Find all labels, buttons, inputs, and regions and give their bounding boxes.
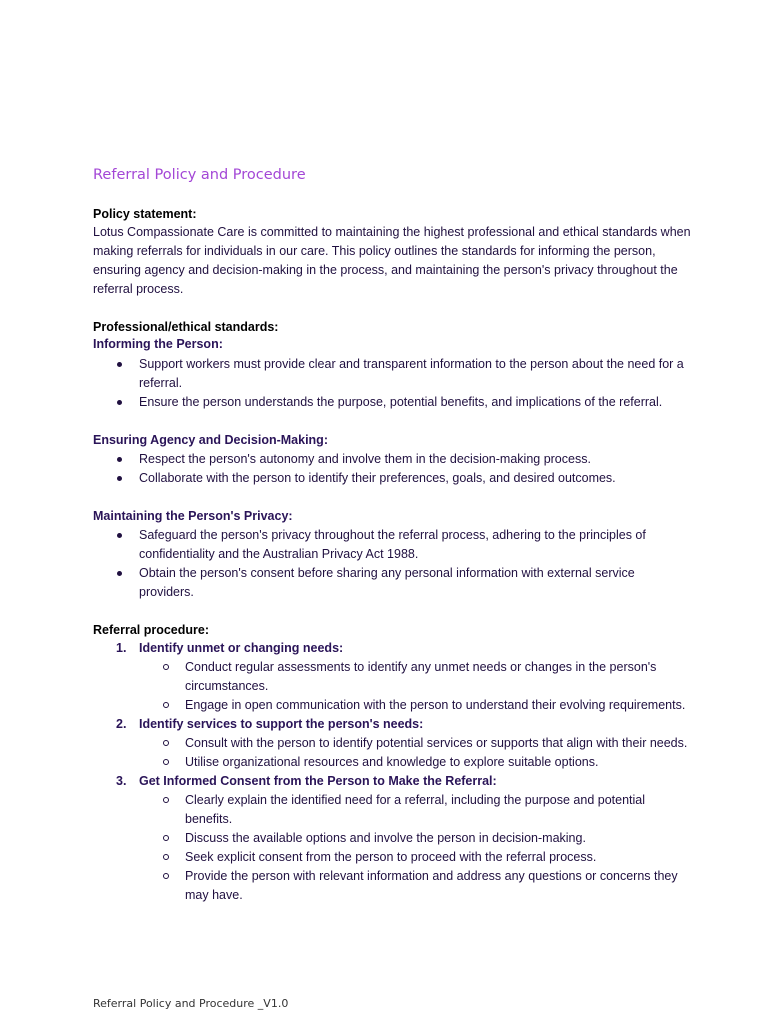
list-item: [139, 658, 693, 696]
circle-bullet-icon: [163, 702, 169, 708]
list-item: [93, 355, 693, 393]
bullet-icon: [117, 476, 122, 481]
list-item-text: Obtain the person's consent before sharing any personal information with external service providers.: [139, 566, 635, 599]
list-item: [93, 393, 693, 412]
list-item-text: Clearly explain the identified need for a referral, including the purpose and potential benefits.: [185, 793, 646, 826]
spacer: [93, 412, 693, 431]
procedure-step: [93, 772, 693, 905]
agency-list: [93, 450, 693, 488]
list-item-text: Ensure the person understands the purpose, potential benefits, and implications of the referral.: [139, 395, 663, 409]
circle-bullet-icon: [163, 854, 169, 860]
circle-bullet-icon: [163, 797, 169, 803]
list-item-text: Respect the person's autonomy and involve them in the decision-making process.: [139, 452, 591, 466]
list-item: [139, 848, 693, 867]
step-title: Identify unmet or changing needs:: [139, 641, 344, 655]
step-number: 3.: [116, 774, 127, 788]
list-item-text: Conduct regular assessments to identify any unmet needs or changes in the person's circumstances.: [185, 660, 657, 693]
list-item: [93, 526, 693, 564]
list-item-text: Support workers must provide clear and transparent information to the person about the need for a referral.: [139, 357, 684, 390]
informing-list: [93, 355, 693, 412]
page-footer: Referral Policy and Procedure _V1.0: [93, 997, 289, 1010]
list-item: [93, 469, 693, 488]
standards-label: Professional/ethical standards:: [93, 320, 279, 334]
agency-heading: Ensuring Agency and Decision-Making:: [93, 433, 328, 447]
procedure-step: [93, 639, 693, 715]
list-item: [139, 829, 693, 848]
list-item: [93, 564, 693, 602]
bullet-icon: [117, 571, 122, 576]
procedure-steps: [93, 639, 693, 905]
step-number: 1.: [116, 641, 127, 655]
list-item-text: Consult with the person to identify potential services or supports that align with their needs.: [185, 736, 688, 750]
privacy-list: [93, 526, 693, 602]
step-sublist: [139, 791, 693, 905]
step-sublist: [139, 734, 693, 772]
circle-bullet-icon: [163, 664, 169, 670]
procedure-label: Referral procedure:: [93, 623, 210, 637]
circle-bullet-icon: [163, 835, 169, 841]
circle-bullet-icon: [163, 740, 169, 746]
circle-bullet-icon: [163, 759, 169, 765]
document-body: [93, 205, 693, 905]
bullet-icon: [117, 400, 122, 405]
bullet-icon: [117, 362, 122, 367]
circle-bullet-icon: [163, 873, 169, 879]
list-item-text: Provide the person with relevant information and address any questions or concerns they may have.: [185, 869, 678, 902]
informing-heading: Informing the Person:: [93, 337, 223, 351]
list-item-text: Safeguard the person's privacy throughout the referral process, adhering to the principles of confidentiality and the Australian Privacy Act 1988.: [139, 528, 646, 561]
list-item-text: Engage in open communication with the person to understand their evolving requirements.: [185, 698, 686, 712]
step-title: Identify services to support the person's needs:: [139, 717, 424, 731]
list-item-text: Discuss the available options and involve the person in decision-making.: [185, 831, 586, 845]
list-item-text: Seek explicit consent from the person to proceed with the referral process.: [185, 850, 597, 864]
privacy-heading: Maintaining the Person's Privacy:: [93, 509, 293, 523]
list-item: [139, 696, 693, 715]
policy-statement-text: Lotus Compassionate Care is committed to maintaining the highest professional and ethical standards when making referrals for individuals in our care. This policy outlines the standards for informing the person, ensuring agency and decision-making in the process, and maintaining the person's privacy throughout the referral process.: [93, 225, 691, 296]
list-item: [139, 867, 693, 905]
bullet-icon: [117, 533, 122, 538]
list-item: [139, 753, 693, 772]
list-item: [93, 450, 693, 469]
list-item-text: Utilise organizational resources and knowledge to explore suitable options.: [185, 755, 599, 769]
policy-statement-label: Policy statement:: [93, 207, 197, 221]
list-item-text: Collaborate with the person to identify their preferences, goals, and desired outcomes.: [139, 471, 616, 485]
list-item: [139, 734, 693, 753]
bullet-icon: [117, 457, 122, 462]
spacer: [93, 488, 693, 507]
step-title: Get Informed Consent from the Person to Make the Referral:: [139, 774, 497, 788]
spacer: [93, 299, 693, 318]
step-sublist: [139, 658, 693, 715]
procedure-step: [93, 715, 693, 772]
spacer: [93, 602, 693, 621]
list-item: [139, 791, 693, 829]
step-number: 2.: [116, 717, 127, 731]
page-title: Referral Policy and Procedure: [93, 167, 306, 183]
